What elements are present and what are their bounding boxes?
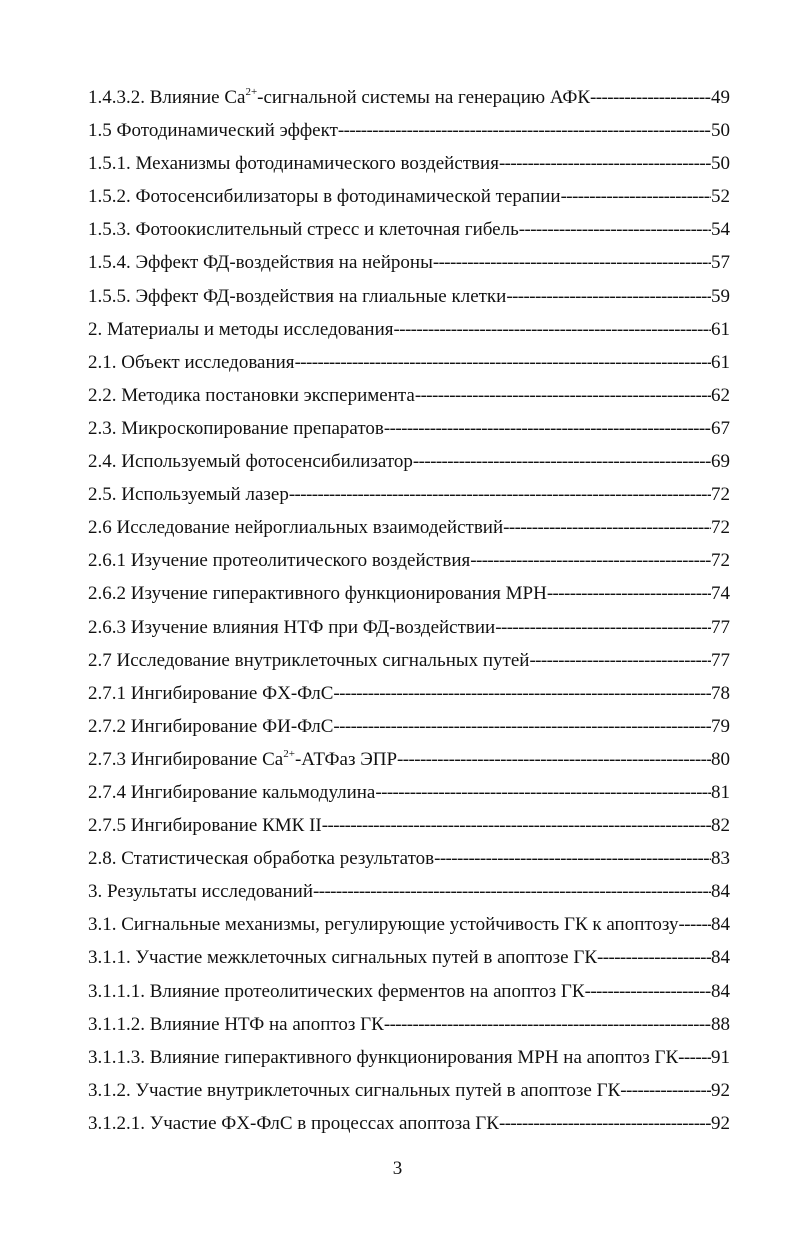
toc-entry-title	[88, 1107, 499, 1140]
toc-entry	[88, 114, 730, 147]
toc-entry	[88, 346, 730, 379]
toc-entry-page: 57	[711, 252, 730, 274]
toc-entry	[88, 180, 730, 213]
toc-entry-title	[88, 246, 433, 279]
toc-entry-title	[88, 908, 679, 941]
dash-leader	[289, 478, 711, 511]
toc-entry-title-text: 2.7.4 Ингибирование кальмодулина	[88, 781, 376, 803]
dash-leader	[495, 611, 711, 644]
toc-entry-page: 78	[711, 682, 730, 704]
toc-entry-page: 61	[711, 318, 730, 340]
toc-entry-page: 82	[711, 815, 730, 837]
toc-entry	[88, 511, 730, 544]
toc-entry	[88, 1107, 730, 1140]
dash-leader	[384, 1008, 711, 1041]
toc-entry-page: 54	[711, 219, 730, 241]
dash-leader	[529, 644, 711, 677]
superscript-charge: 2+	[245, 86, 258, 98]
toc-entry	[88, 743, 730, 776]
toc-entry-title	[88, 842, 434, 875]
toc-entry-page: 52	[711, 186, 730, 208]
toc-entry-title-text: 1.4.3.2. Влияние Ca	[88, 87, 246, 108]
toc-entry-page: 72	[711, 517, 730, 539]
toc-entry-page: 61	[711, 351, 730, 373]
toc-entry-page: 84	[711, 881, 730, 903]
toc-entry-page: 50	[711, 120, 730, 142]
toc-entry-title	[88, 941, 597, 974]
toc-entry-title	[88, 544, 470, 577]
toc-entry	[88, 975, 730, 1008]
toc-entry	[88, 147, 730, 180]
toc-entry-title-text: 2.6.3 Изучение влияния НТФ при ФД-воздействии	[88, 616, 496, 638]
toc-entry	[88, 544, 730, 577]
toc-entry-title	[88, 677, 333, 710]
toc-entry-title	[88, 445, 413, 478]
toc-entry-title	[88, 743, 397, 776]
dash-leader	[561, 180, 711, 213]
toc-entry-title	[88, 280, 506, 313]
toc-entry-title	[88, 1074, 620, 1107]
toc-entry-page: 80	[711, 748, 730, 770]
toc-entry-title-text: 3.1.1.3. Влияние гиперактивного функционирования МРН на апоптоз ГК	[88, 1046, 679, 1068]
toc-entry-page: 49	[711, 87, 730, 108]
dash-leader	[434, 842, 711, 875]
toc-entry-title-text: 3.1.1.2. Влияние НТФ на апоптоз ГК	[88, 1013, 384, 1035]
toc-entry-title-text: 2.7.1 Ингибирование ФХ-ФлС	[88, 682, 334, 704]
toc-entry-page: 79	[711, 715, 730, 737]
superscript-charge: 2+	[283, 747, 295, 760]
toc-entry-title	[88, 478, 289, 511]
toc-entry	[88, 1041, 730, 1074]
dash-leader	[470, 544, 711, 577]
toc-entry-title-text: 2.2. Методика постановки эксперимента	[88, 384, 415, 406]
toc-entry	[88, 213, 730, 246]
toc-entry-title-text: 2.6 Исследование нейроглиальных взаимодействий	[88, 517, 504, 539]
toc-entry	[88, 445, 730, 478]
toc-entry	[88, 81, 730, 114]
toc-entry-title	[88, 379, 415, 412]
toc-entry-title-text: 3.1.1.1. Влияние протеолитических ферментов на апоптоз ГК	[88, 980, 585, 1002]
toc-entry	[88, 1008, 730, 1041]
toc-entry-title-text: 1.5 Фотодинамический эффект	[88, 120, 338, 142]
toc-entry-title-text: 3.1.1. Участие межклеточных сигнальных путей в апоптозе ГК	[88, 947, 598, 969]
toc-entry-title	[88, 213, 519, 246]
toc-entry-page: 62	[711, 384, 730, 406]
toc-entry-page: 84	[711, 980, 730, 1002]
toc-entry-title-text: 2.7.5 Ингибирование КМК II	[88, 815, 322, 837]
toc-entry-page: 59	[711, 285, 730, 307]
toc-entry-page: 72	[711, 550, 730, 572]
toc-entry	[88, 809, 730, 842]
toc-entry	[88, 280, 730, 313]
toc-entry	[88, 875, 730, 908]
dash-leader	[590, 81, 711, 114]
dash-leader	[519, 213, 711, 246]
toc-entry-title-suffix: -АТФаз ЭПР	[294, 748, 398, 770]
toc-entry-title	[88, 346, 295, 379]
toc-entry	[88, 908, 730, 941]
toc-entry-page: 84	[711, 947, 730, 969]
toc-entry-title-text: 2.3. Микроскопирование препаратов	[88, 417, 384, 439]
toc-entry	[88, 842, 730, 875]
dash-leader	[394, 313, 712, 346]
toc-entry-title-text: 2.7.2 Ингибирование ФИ-ФлС	[88, 715, 334, 737]
toc-entry	[88, 478, 730, 511]
toc-entry-page: 83	[711, 848, 730, 870]
toc-entry-title	[88, 412, 384, 445]
toc-entry-title	[88, 644, 529, 677]
toc-entry-page: 92	[711, 1079, 730, 1101]
toc-entry-page: 74	[711, 583, 730, 605]
toc-entry	[88, 577, 730, 610]
dash-leader	[333, 677, 711, 710]
toc-entry	[88, 644, 730, 677]
dash-leader	[384, 412, 711, 445]
toc-entry-page: 50	[711, 153, 730, 175]
toc-entry-title-text: 2.5. Используемый лазер	[88, 484, 289, 506]
toc-entry-title-text: 1.5.5. Эффект ФД-воздействия на глиальные клетки	[88, 285, 507, 307]
toc-entry-title	[88, 710, 333, 743]
dash-leader	[333, 710, 711, 743]
toc-entry-page: 84	[711, 914, 730, 936]
toc-entry-page: 88	[711, 1013, 730, 1035]
dash-leader	[313, 875, 711, 908]
toc-entry-title-text: 2.6.2 Изучение гиперактивного функционирования МРН	[88, 583, 547, 605]
toc-entry-title-text: 3.1. Сигнальные механизмы, регулирующие устойчивость ГК к апоптозу	[88, 914, 679, 936]
toc-entry-title-text: 2.7 Исследование внутриклеточных сигнальных путей	[88, 649, 530, 671]
toc-entry-page: 72	[711, 484, 730, 506]
toc-entry-title-text: 2.7.3 Ингибирование Ca	[88, 748, 284, 770]
dash-leader	[597, 941, 711, 974]
toc-entry-title-text: 1.5.3. Фотоокислительный стресс и клеточная гибель	[88, 219, 519, 241]
dash-leader	[499, 1107, 711, 1140]
dash-leader	[499, 147, 711, 180]
toc-entry	[88, 611, 730, 644]
toc-entry-title	[88, 776, 375, 809]
toc-entry-title-text: 1.5.1. Механизмы фотодинамического воздействия	[88, 153, 499, 175]
dash-leader	[503, 511, 711, 544]
toc-entry-title	[88, 1041, 678, 1074]
toc-entry	[88, 710, 730, 743]
toc-entry-page: 67	[711, 417, 730, 439]
toc-entry-title-text: 2.6.1 Изучение протеолитического воздействия	[88, 550, 471, 572]
dash-leader	[295, 346, 711, 379]
toc-entry-title-text: 2.1. Объект исследования	[88, 351, 295, 373]
toc-entry	[88, 246, 730, 279]
dash-leader	[322, 809, 711, 842]
table-of-contents	[88, 81, 730, 1140]
toc-entry-page: 91	[711, 1046, 730, 1068]
dash-leader	[678, 1041, 711, 1074]
dash-leader	[375, 776, 711, 809]
toc-entry-title-text: 3.1.2.1. Участие ФХ-ФлС в процессах апоптоза ГК	[88, 1112, 499, 1134]
toc-entry-title	[88, 313, 394, 346]
dash-leader	[433, 246, 711, 279]
dash-leader	[506, 280, 711, 313]
toc-entry-title	[88, 611, 495, 644]
dash-leader	[397, 743, 711, 776]
toc-entry	[88, 313, 730, 346]
toc-entry-page: 77	[711, 649, 730, 671]
toc-entry	[88, 776, 730, 809]
toc-entry-title	[88, 81, 590, 114]
dash-leader	[585, 975, 711, 1008]
dash-leader	[413, 445, 711, 478]
toc-entry-title-text: 2.8. Статистическая обработка результатов	[88, 848, 435, 870]
toc-entry-title-suffix: -сигнальной системы на генерацию АФК	[257, 87, 591, 108]
toc-entry-title	[88, 809, 322, 842]
dash-leader	[679, 908, 711, 941]
toc-entry-title	[88, 180, 561, 213]
toc-entry-title	[88, 511, 503, 544]
dash-leader	[338, 114, 711, 147]
toc-entry	[88, 941, 730, 974]
dash-leader	[415, 379, 711, 412]
toc-entry-page: 69	[711, 451, 730, 473]
toc-entry-page: 92	[711, 1112, 730, 1134]
dash-leader	[620, 1074, 711, 1107]
toc-entry-title	[88, 147, 499, 180]
page-number: 3	[392, 1158, 403, 1179]
toc-entry-page: 77	[711, 616, 730, 638]
toc-entry	[88, 379, 730, 412]
toc-entry-title-text: 3. Результаты исследований	[88, 881, 313, 903]
toc-entry-title	[88, 577, 547, 610]
toc-entry-title	[88, 1008, 384, 1041]
toc-entry-title	[88, 114, 338, 147]
toc-entry-title-text: 2.4. Используемый фотосенсибилизатор	[88, 451, 413, 473]
toc-entry-page: 81	[711, 781, 730, 803]
toc-entry-title-text: 2. Материалы и методы исследования	[88, 318, 394, 340]
toc-entry-title-text: 1.5.2. Фотосенсибилизаторы в фотодинамической терапии	[88, 186, 561, 208]
toc-entry	[88, 1074, 730, 1107]
toc-entry	[88, 412, 730, 445]
toc-entry	[88, 677, 730, 710]
toc-entry-title	[88, 875, 313, 908]
toc-entry-title	[88, 975, 585, 1008]
dash-leader	[547, 577, 711, 610]
toc-entry-title-text: 3.1.2. Участие внутриклеточных сигнальных путей в апоптозе ГК	[88, 1079, 621, 1101]
toc-entry-title-text: 1.5.4. Эффект ФД-воздействия на нейроны	[88, 252, 433, 274]
